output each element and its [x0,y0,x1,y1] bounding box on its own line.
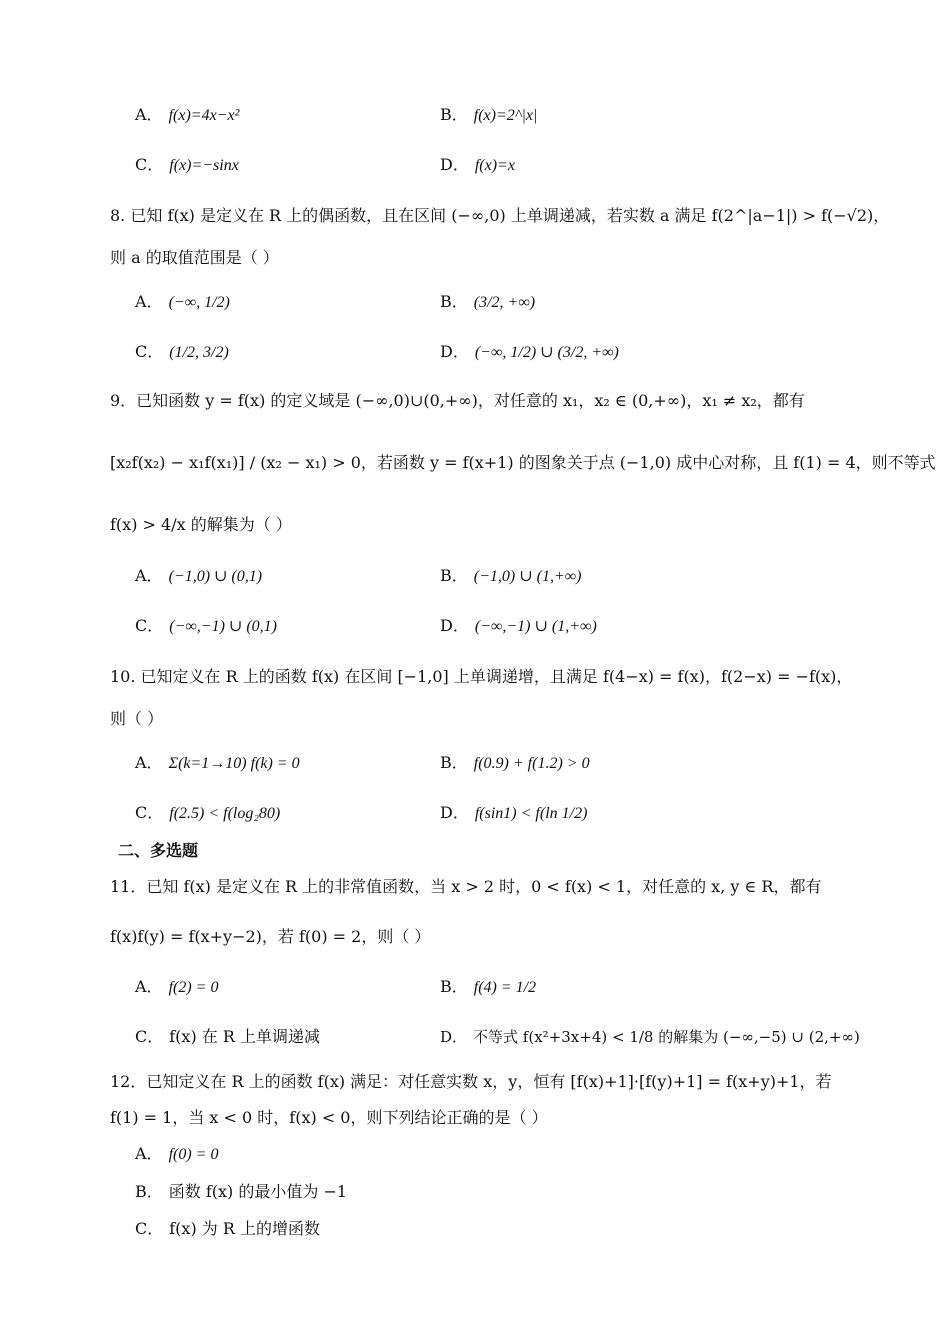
q12-stem-line2: f(1) = 1，当 x < 0 时，f(x) < 0，则下列结论正确的是（ ） [110,1108,548,1127]
q9-option-b [440,565,581,588]
q8-option-d [440,341,619,364]
q11-option-c [135,1026,320,1048]
option-text: f(2.5) < f(log₂80) [169,805,281,822]
option-label: C． [135,155,164,174]
q10-option-a [135,752,300,775]
option-label: A． [135,105,163,124]
q11-option-b [440,976,536,999]
option-label: D． [440,1028,468,1046]
q8-stem-line2: 则 a 的取值范围是（ ） [110,248,279,267]
option-text: f(sin1) < f(ln 1/2) [474,805,588,822]
q9-option-c [135,615,277,638]
q11-option-d [440,1026,860,1048]
q11-option-a [135,976,218,999]
option-text: Σ(k=1→10) f(k) = 0 [168,755,300,772]
q7-option-c [135,154,239,177]
option-label: A． [135,292,163,311]
q7-option-a [135,104,239,127]
q11-stem-line1: 11．已知 f(x) 是定义在 R 上的非常值函数，当 x > 2 时，0 < f(x) < 1，对任意的 x, y ∈ R，都有 [110,877,822,896]
option-text: f(x)=−sinx [169,157,239,174]
option-text: (−∞, 1/2) ∪ (3/2, +∞) [474,344,619,361]
option-text: f(x)=2^|x| [473,107,538,124]
option-text: f(x) 在 R 上单调递减 [169,1027,320,1046]
option-text: (−1,0) ∪ (0,1) [168,568,263,585]
q12-stem-line1: 12．已知定义在 R 上的函数 f(x) 满足：对任意实数 x，y，恒有 [f(x)+1]·[f(y)+1] = f(x+y)+1，若 [110,1072,832,1091]
option-label: C． [135,803,164,822]
option-label: A． [135,566,163,585]
option-label: C． [135,342,164,361]
option-label: B． [440,977,468,996]
option-text: (3/2, +∞) [473,294,536,311]
option-label: B． [440,753,468,772]
q10-option-d [440,802,587,825]
option-label: A． [135,753,163,772]
q10-option-b [440,752,590,775]
q9-stem-line2: [x₂f(x₂) − x₁f(x₁)] / (x₂ − x₁) > 0，若函数 y = f(x+1) 的图象关于点 (−1,0) 成中心对称，且 f(1) = 4，则不等式 [110,453,936,472]
option-label: A． [135,1144,163,1163]
option-label: C． [135,1219,164,1238]
option-text: f(x)=x [474,157,515,174]
q9-option-d [440,615,597,638]
option-text: 函数 f(x) 的最小值为 −1 [168,1182,348,1201]
q8-option-a [135,291,230,314]
q12-option-a [135,1143,218,1166]
option-text: f(x) 为 R 上的增函数 [169,1219,320,1238]
q12-option-b [135,1181,347,1203]
option-text: f(2) = 0 [168,979,219,996]
option-label: D． [440,155,469,174]
q9-option-a [135,565,262,588]
q10-stem-line1: 10. 已知定义在 R 上的函数 f(x) 在区间 [−1,0] 上单调递增，且满足 f(4−x) = f(x)，f(2−x) = −f(x)， [110,667,853,686]
q9-stem-line3: f(x) > 4/x 的解集为（ ） [110,515,292,534]
option-label: C． [135,616,164,635]
q12-option-c [135,1218,320,1240]
option-text: (−∞, 1/2) [168,294,230,311]
option-text: (−∞,−1) ∪ (1,+∞) [474,618,597,635]
option-text: (−1,0) ∪ (1,+∞) [473,568,582,585]
option-text: f(0) = 0 [168,1146,219,1163]
q11-stem-line2: f(x)f(y) = f(x+y−2)，若 f(0) = 2，则（ ） [110,927,431,946]
option-label: A． [135,977,163,996]
q10-stem-line2: 则（ ） [110,709,164,728]
option-text: f(4) = 1/2 [473,979,537,996]
q7-option-b [440,104,537,127]
q9-stem-line1: 9．已知函数 y = f(x) 的定义域是 (−∞,0)∪(0,+∞)，对任意的 x₁，x₂ ∈ (0,+∞)，x₁ ≠ x₂，都有 [110,391,805,410]
q8-option-c [135,341,229,364]
q10-option-c [135,802,280,825]
option-text: (1/2, 3/2) [169,344,229,361]
option-label: B． [135,1182,163,1201]
option-text: 不等式 f(x²+3x+4) < 1/8 的解集为 (−∞,−5) ∪ (2,+∞) [473,1028,860,1046]
option-text: f(x)=4x−x² [168,107,240,124]
q8-stem-line1: 8. 已知 f(x) 是定义在 R 上的偶函数，且在区间 (−∞,0) 上单调递减，若实数 a 满足 f(2^|a−1|) > f(−√2)， [110,206,890,225]
option-label: B． [440,292,468,311]
option-label: D． [440,616,469,635]
option-text: (−∞,−1) ∪ (0,1) [169,618,277,635]
option-label: B． [440,105,468,124]
option-label: D． [440,803,469,822]
section-title-multiple-choice: 二、多选题 [118,841,199,860]
q7-option-d [440,154,515,177]
q8-option-b [440,291,535,314]
option-label: C． [135,1027,164,1046]
option-label: B． [440,566,468,585]
option-label: D． [440,342,469,361]
option-text: f(0.9) + f(1.2) > 0 [473,755,590,772]
